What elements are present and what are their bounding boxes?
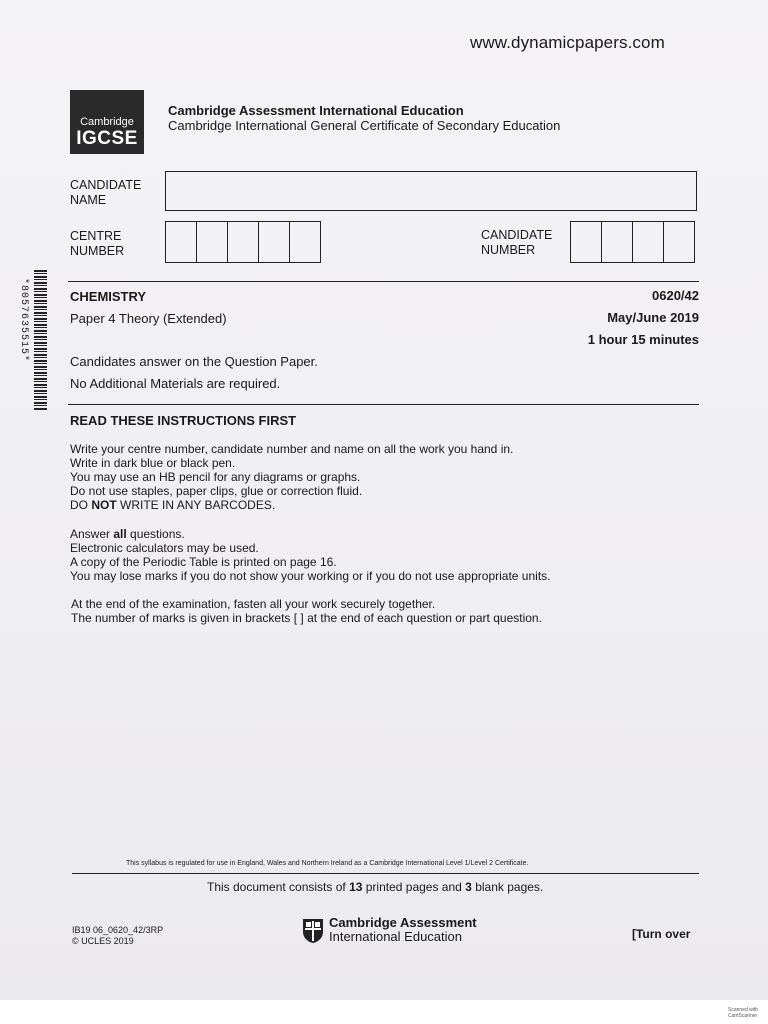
exam-duration: 1 hour 15 minutes [587,332,699,347]
divider [72,873,699,874]
divider [68,404,699,405]
syllabus-code: 0620/42 [652,288,699,303]
copyright: © UCLES 2019 [72,936,134,946]
syllabus-regulation-note: This syllabus is regulated for use in England, Wales and Northern Ireland as a Cambridge International Level 1/Level 2 Certificate. [126,860,529,867]
instructions-block-2 [70,527,550,583]
subject-title: CHEMISTRY [70,289,147,304]
logo-cambridge-text: Cambridge [80,116,134,128]
candidate-number-label [481,228,552,258]
blank-page-count: 3 [465,880,472,894]
page-count-text: This document consists of [207,880,350,894]
instruction-text: WRITE IN ANY BARCODES. [116,498,276,512]
candidate-name-label-line1: CANDIDATE [70,178,142,192]
centre-number-cell[interactable] [258,221,290,263]
igcse-logo [70,90,144,154]
candidate-number-cell[interactable] [570,221,602,263]
instruction-line: You may lose marks if you do not show your working or if you do not use appropriate units. [70,569,551,583]
candidate-number-cell[interactable] [601,221,633,263]
candidate-number-cell[interactable] [632,221,664,263]
instructions-heading: READ THESE INSTRUCTIONS FIRST [70,413,297,428]
instruction-line: Write your centre number, candidate number and name on all the work you hand in. [70,442,514,456]
barcode [34,270,47,410]
centre-number-cell[interactable] [227,221,259,263]
instruction-line-barcodes [70,498,513,512]
instruction-line-answer [70,527,550,541]
instruction-emphasis: NOT [91,498,117,512]
cambridge-assessment-logo [329,916,477,944]
instruction-text: questions. [126,527,185,541]
scanner-badge [728,1007,758,1019]
materials-note: No Additional Materials are required. [70,376,281,391]
centre-number-cell[interactable] [165,221,197,263]
instruction-line: Write in dark blue or black pen. [70,456,236,470]
scan-margin [0,1000,768,1024]
page-count [207,880,543,894]
candidate-name-label [70,178,141,208]
instruction-line: A copy of the Periodic Table is printed on page 16. [70,555,337,569]
centre-number-label [70,229,124,259]
logo-igcse-text: IGCSE [76,128,138,149]
candidate-number-label-line2: NUMBER [481,243,536,257]
instruction-emphasis: all [113,527,127,541]
barcode-digits: *8057635515* [18,278,29,363]
candidate-name-box[interactable] [165,171,697,211]
answer-note: Candidates answer on the Question Paper. [70,354,318,369]
instruction-line: Do not use staples, paper clips, glue or correction fluid. [70,484,363,498]
page-count-text: blank pages. [471,880,544,894]
candidate-number-boxes[interactable] [570,221,695,263]
paper-title: Paper 4 Theory (Extended) [70,311,227,326]
page-count-text: printed pages and [362,880,466,894]
qualification-name: Cambridge International General Certificate of Secondary Education [168,118,561,133]
scanner-badge-line2: CamScanner [728,1013,758,1019]
instruction-line: Electronic calculators may be used. [70,541,259,555]
printed-page-count: 13 [349,880,363,894]
instruction-text: DO [70,498,92,512]
cambridge-crest-icon [302,918,324,944]
turn-over: [Turn over [632,927,691,941]
divider [68,281,699,282]
ca-logo-line2: International Education [329,929,462,944]
centre-number-boxes[interactable] [165,221,321,263]
instruction-text: Answer [70,527,114,541]
candidate-number-cell[interactable] [663,221,695,263]
exam-session: May/June 2019 [607,310,699,325]
instruction-line: At the end of the examination, fasten all your work securely together. [71,597,436,611]
candidate-name-label-line2: NAME [70,193,107,207]
instruction-line: You may use an HB pencil for any diagrams or graphs. [70,470,361,484]
document-reference [72,925,163,947]
centre-number-label-line1: CENTRE [70,229,122,243]
ca-logo-line1: Cambridge Assessment [329,915,477,930]
website-url: www.dynamicpapers.com [470,33,665,52]
centre-number-cell[interactable] [196,221,228,263]
instructions-block-1 [70,442,513,512]
reference-code: IB19 06_0620_42/3RP [72,925,164,935]
org-name: Cambridge Assessment International Education [168,103,464,118]
scanner-badge-line1: Scanned with [728,1007,759,1013]
centre-number-cell[interactable] [289,221,321,263]
candidate-number-label-line1: CANDIDATE [481,228,553,242]
centre-number-label-line2: NUMBER [70,244,125,258]
instructions-block-3 [71,597,542,625]
instruction-line: The number of marks is given in brackets [ ] at the end of each question or part question. [71,611,542,625]
